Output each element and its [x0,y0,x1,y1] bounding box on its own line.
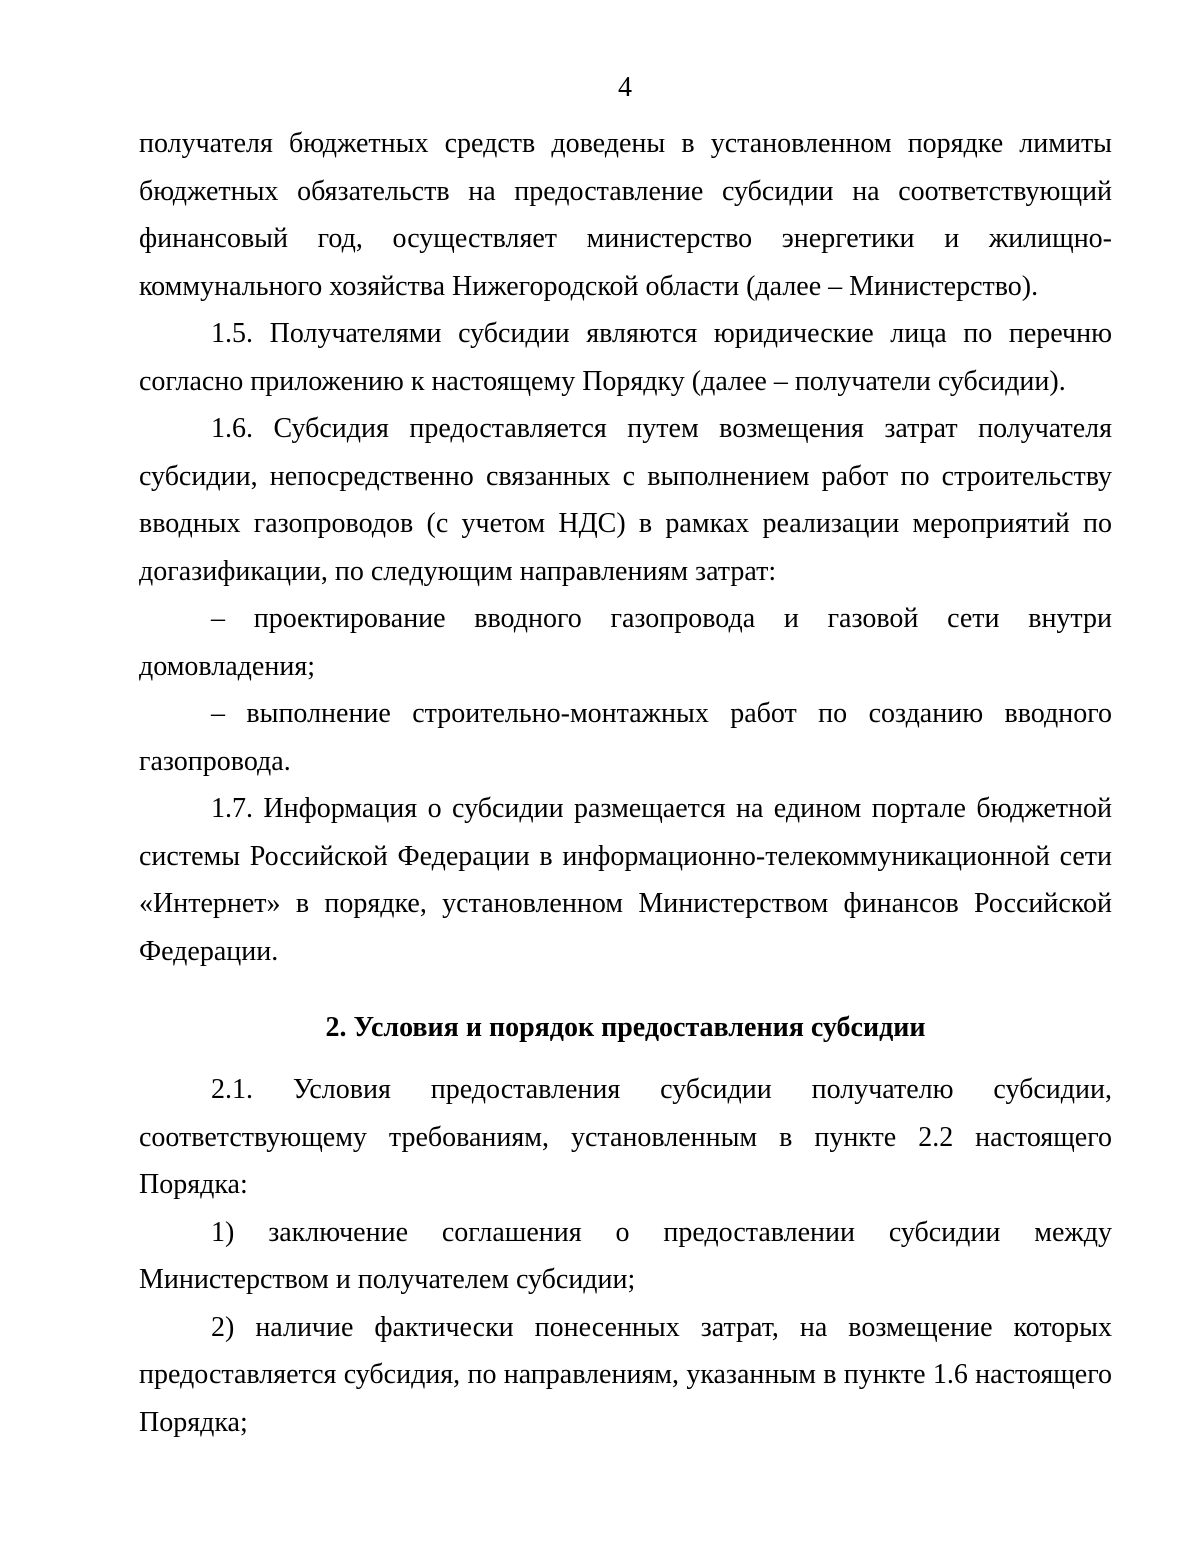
paragraph-2-1-item-1: 1) заключение соглашения о предоставлении субсидии между Министерством и получателем субсидии; [139,1216,1112,1295]
body-text-top [139,120,1112,975]
paragraph-2-1: 2.1. Условия предоставления субсидии получателю субсидии, соответствующему требованиям, установленным в пункте 2.2 настоящего Порядка: [139,1074,1112,1200]
paragraph-1-7: 1.7. Информация о субсидии размещается на едином портале бюджетной системы Российской Федерации в информационно-телекоммуникационной сети «Интернет» в порядке, установленном Министерством финансов Российской Федерации. [139,793,1112,967]
body-text-bottom [139,1066,1112,1446]
paragraph-2-1-item-2: 2) наличие фактически понесенных затрат, на возмещение которых предоставляется субсидия, по направлениям, указанным в пункте 1.6 настоящего Порядка; [139,1311,1112,1438]
paragraph-list-item-design: – проектирование вводного газопровода и газовой сети внутри домовладения; [139,603,1112,682]
section-heading-block [139,1004,1112,1052]
paragraph-1-5: 1.5. Получателями субсидии являются юридические лица по перечню согласно приложению к настоящему Порядку (далее – получатели субсидии). [139,318,1112,397]
paragraph-continuation: получателя бюджетных средств доведены в установленном порядке лимиты бюджетных обязательств на предоставление субсидии на соответствующий финансовый год, осуществляет министерство энергетики и жилищно-коммунального хозяйства Нижегородской области (далее – Министерство). [139,128,1112,302]
section-heading: 2. Условия и порядок предоставления субсидии [325,1012,926,1043]
page-number: 4 [618,72,632,103]
paragraph-list-item-construction: – выполнение строительно-монтажных работ по созданию вводного газопровода. [139,698,1112,777]
paragraph-1-6: 1.6. Субсидия предоставляется путем возмещения затрат получателя субсидии, непосредственно связанных с выполнением работ по строительству вводных газопроводов (с учетом НДС) в рамках реализации мероприятий по догазификации, по следующим направлениям затрат: [139,413,1112,587]
